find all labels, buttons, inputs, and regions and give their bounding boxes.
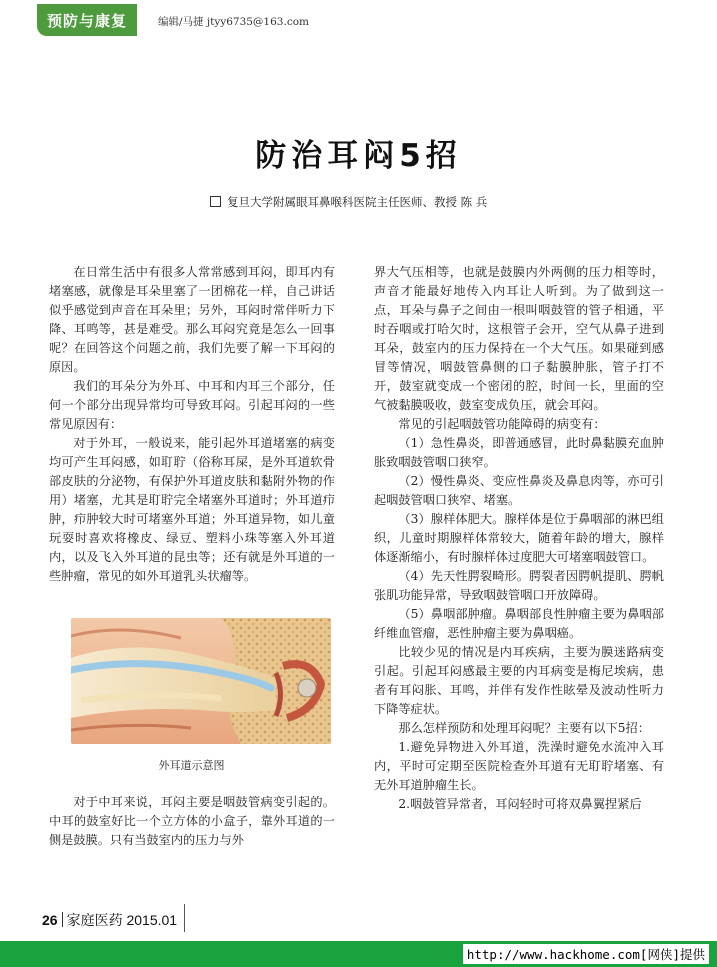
column-tag [37,4,137,36]
paragraph: （2）慢性鼻炎、变应性鼻炎及鼻息肉等，亦可引起咽鼓管咽口狭窄、堵塞。 [374,474,664,507]
paragraph: （5）鼻咽部肿瘤。鼻咽部良性肿瘤主要为鼻咽部纤维血管瘤，恶性肿瘤主要为鼻咽癌。 [374,607,664,640]
paragraph: 比较少见的情况是内耳疾病，主要为膜迷路病变引起。引起耳闷感最主要的内耳病变是梅尼埃病，患者有耳闷胀、耳鸣，并伴有发作性眩晕及波动性听力下降等症状。 [374,645,664,716]
paragraph: （3）腺样体肥大。腺样体是位于鼻咽部的淋巴组织，儿童时期腺样体常较大，随着年龄的增大，腺样体逐渐缩小，有时腺样体过度肥大可堵塞咽鼓管口。 [374,512,664,564]
ear-canal-illustration [71,618,331,744]
paragraph: 对于外耳，一般说来，能引起外耳道堵塞的病变均可产生耳闷感，如耵聍（俗称耳屎，是外耳道软骨部皮肤的分泌物，有保护外耳道皮肤和黏附外物的作用）堵塞，尤其是耵聍完全堵塞外耳道时；外耳道疖肿，疖肿较大时可堵塞外耳道；外耳道异物，如儿童玩耍时喜欢将橡皮、绿豆、塑料小珠等塞入外耳道内，以及飞入外耳道的昆虫等；还有就是外耳道的一些肿瘤，常见的如外耳道乳头状瘤等。 [49,436,335,583]
paragraph: 那么怎样预防和处理耳闷呢？主要有以下5招： [398,721,650,735]
byline [210,194,487,210]
figure-caption: 外耳道示意图 [158,759,225,772]
paragraph: 2.咽鼓管异常者，耳闷轻时可将双鼻翼捏紧后 [398,797,642,811]
paragraph: （4）先天性腭裂畸形。腭裂者因腭帆提肌、腭帆张肌功能异常，导致咽鼓管咽口开放障碍。 [374,569,664,602]
paragraph: 我们的耳朵分为外耳、中耳和内耳三个部分，任何一个部分出现异常均可导致耳闷。引起耳闷的一些常见原因有： [49,379,335,431]
footer-divider [62,912,63,927]
page-number: 26 [42,912,58,928]
right-column [374,263,664,814]
square-bullet-icon [210,196,221,207]
page-footer [42,910,177,930]
paragraph: （1）急性鼻炎，即普通感冒，此时鼻黏膜充血肿胀致咽鼓管咽口狭窄。 [374,436,664,469]
left-column-bottom [49,793,335,850]
footer-rule [184,904,185,932]
article-title: 防治耳闷5招 [255,138,462,174]
paragraph: 1.避免异物进入外耳道，洗澡时避免水流冲入耳内，平时可定期至医院检查外耳道有无耵聍堵塞、有无外耳道肿瘤生长。 [374,740,664,792]
column-tag-label: 预防与康复 [47,12,128,30]
paragraph: 对于中耳来说，耳闷主要是咽鼓管病变引起的。中耳的鼓室好比一个立方体的小盒子，靠外耳道的一侧是鼓膜。只有当鼓室内的压力与外 [49,795,335,847]
left-column-top [49,263,335,586]
paragraph: 在日常生活中有很多人常常感到耳闷，即耳内有堵塞感，就像是耳朵里塞了一团棉花一样，自己讲话似乎感觉到声音在耳朵里；另外，耳闷时常伴听力下降、耳鸣等，甚是难受。那么耳闷究竟是怎么一回事呢？在回答这个问题之前，我们先要了解一下耳闷的原因。 [49,265,335,374]
paragraph: 常见的引起咽鼓管功能障碍的病变有： [398,417,606,431]
watermark-link[interactable]: http://www.hackhome.com[网侠]提供 [463,944,709,964]
magazine-issue: 家庭医药 2015.01 [66,912,178,928]
paragraph-continued: 界大气压相等，也就是鼓膜内外两侧的压力相等时，声音才能最好地传入内耳让人听到。为了做到这一点，耳朵与鼻子之间由一根叫咽鼓管的管子相通，平时吞咽或打哈欠时，这根管子会开，空气从鼻子进到耳朵，鼓室内的压力保持在一个大气压。如果碰到感冒等情况，咽鼓管鼻侧的口子黏膜肿胀，管子打不开，鼓室就变成一个密闭的腔，时间一长，里面的空气被黏膜吸收，鼓室变成负压，就会耳闷。 [374,265,664,412]
editor-credit: 编辑/马捷 jtyy6735@163.com [158,16,309,28]
byline-text: 复旦大学附属眼耳鼻喉科医院主任医师、教授 陈 兵 [227,195,488,209]
